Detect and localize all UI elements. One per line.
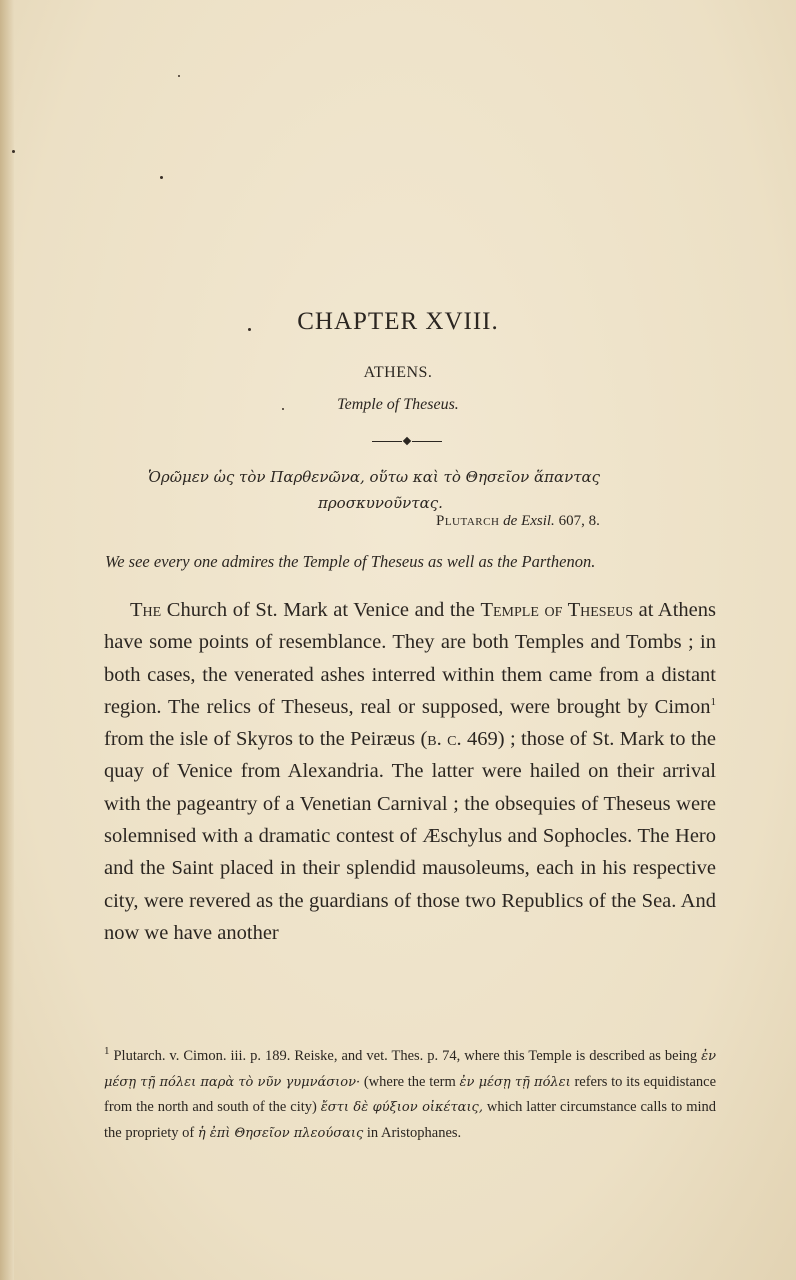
footnote-text: Plutarch. v. Cimon. iii. p. 189. Reiske, and vet. Thes. p. 74, where this Temple is described as being: [109, 1048, 702, 1064]
footnote-greek: ἐν μέσῃ τῇ πόλει: [459, 1074, 571, 1090]
epigraph-greek: [148, 464, 688, 516]
footnote-text: (where the term: [360, 1073, 460, 1090]
citation-author: Plutarch: [436, 513, 500, 529]
ornament-diamond-icon: [403, 437, 411, 445]
body-text-segment: at Athens have some points of resemblance. They are both Temples and Tombs ; in both cases, the venerated ashes interred within them came from a distant region. The relics of Theseus, real or supposed, were brought by Cimon: [104, 599, 716, 718]
footnote: [104, 1044, 716, 1146]
body-text-segment: from the isle of Skyros to the Peiræus (: [104, 728, 428, 751]
page-gutter-shadow: [0, 0, 14, 1280]
body-text-segment: 469) ; those of St. Mark to the quay of Venice from Alexandria. The latter were hailed on their arrival with the pageantry of a Venetian Carnival ; the obsequies of Theseus were solemnised with a dramatic contest of Æschylus and Sophocles. The Hero and the Saint placed in their splendid mausoleums, each in his respective city, were revered as the guardians of those two Republics of the Sea. And now we have another: [104, 728, 716, 944]
footnote-text: in Aristophanes.: [363, 1124, 462, 1141]
epigraph-greek-line-1: Ὁρῶμεν ὡς τὸν Παρθενῶνα, οὕτω καὶ τὸ Θησεῖον ἅπαντας: [148, 468, 601, 486]
epigraph-translation: We see every one admires the Temple of Theseus as well as the Parthenon.: [105, 552, 596, 571]
paper-speck: [12, 150, 15, 153]
paper-speck: [178, 75, 180, 77]
epigraph-greek-line-2: προσκυνοῦντας.: [318, 494, 443, 512]
footnote-marker: 1: [104, 1045, 110, 1058]
citation-work: de Exsil.: [503, 513, 555, 529]
chapter-title: CHAPTER XVIII.: [297, 308, 499, 335]
temple-of-theseus-smallcaps: Temple of Theseus: [480, 599, 634, 621]
body-text-segment: Church of St. Mark at Venice and the: [161, 599, 481, 621]
paper-speck: [160, 176, 163, 179]
section-ornament: [372, 441, 442, 443]
bc-abbreviation: b. c.: [427, 728, 462, 751]
chapter-place: ATHENS.: [363, 364, 433, 381]
ornament-line: [372, 441, 402, 442]
chapter-subtitle: Temple of Theseus.: [337, 396, 459, 413]
opening-word: The: [130, 599, 162, 621]
footnote-reference[interactable]: 1: [710, 696, 716, 709]
citation-reference: 607, 8.: [558, 513, 600, 529]
footnote-greek: ἐν μέσῃ τῇ πόλει παρὰ τὸ νῦν γυμνάσιον·: [104, 1049, 716, 1090]
footnote-greek: ἡ ἐπὶ Θησεῖον πλεούσαις: [197, 1125, 364, 1141]
footnote-greek: ἔστι δὲ φύξιον οἰκέταις,: [320, 1100, 483, 1115]
epigraph-citation: [436, 513, 676, 530]
body-paragraph: [104, 594, 716, 949]
footnote-text: refers to its equidistance from the north and south of the city): [104, 1073, 717, 1115]
ornament-line: [412, 441, 442, 442]
footnote-text: which latter circumstance calls to mind the propriety of: [104, 1099, 717, 1141]
